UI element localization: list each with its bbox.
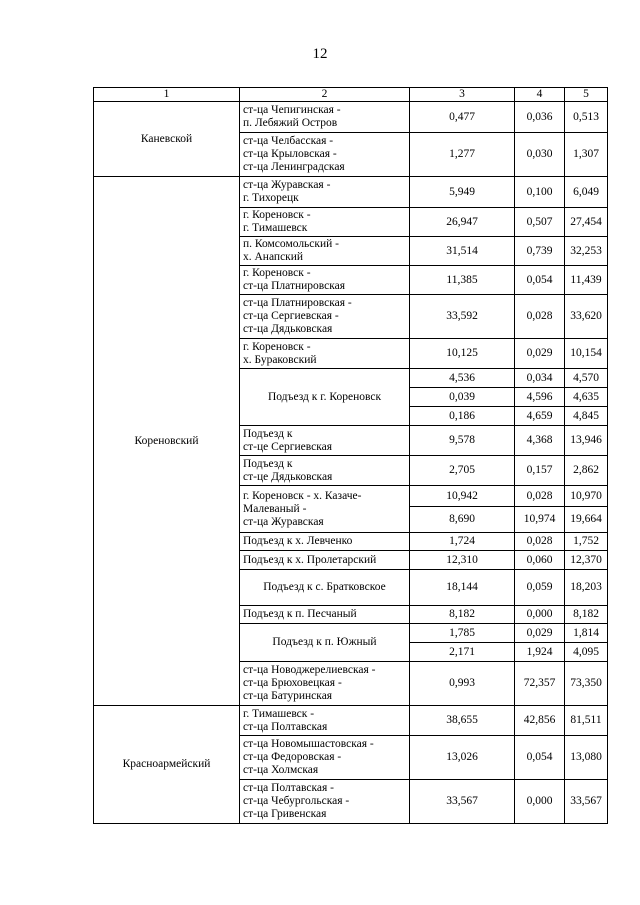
value-cell: 13,946	[565, 426, 608, 456]
value-cell: 10,970	[565, 486, 608, 507]
value-cell: 9,578	[410, 426, 515, 456]
value-cell: 32,253	[565, 237, 608, 266]
value-cell: 0,100	[515, 177, 565, 208]
value-cell: 26,947	[410, 208, 515, 237]
value-cell: 18,144	[410, 570, 515, 606]
header-col-4: 4	[515, 88, 565, 102]
header-col-2: 2	[240, 88, 410, 102]
route-cell: ст-ца Новоджерелиевская - ст-ца Брюховецкая - ст-ца Батуринская	[240, 662, 410, 706]
value-cell: 4,635	[565, 388, 608, 407]
route-cell: ст-ца Чепигинская - п. Лебяжий Остров	[240, 102, 410, 133]
header-col-3: 3	[410, 88, 515, 102]
value-cell: 11,439	[565, 266, 608, 295]
value-cell: 13,080	[565, 736, 608, 780]
value-cell: 10,942	[410, 486, 515, 507]
value-cell: 19,664	[565, 507, 608, 533]
value-cell: 73,350	[565, 662, 608, 706]
value-cell: 4,536	[410, 369, 515, 388]
value-cell: 0,030	[515, 133, 565, 177]
district-cell: Каневской	[94, 102, 240, 177]
page-number: 12	[312, 46, 328, 62]
route-cell: Подъезд к ст-це Дядьковская	[240, 456, 410, 486]
value-cell: 6,049	[565, 177, 608, 208]
value-cell: 1,752	[565, 533, 608, 551]
value-cell: 0,029	[515, 624, 565, 643]
value-cell: 8,182	[410, 606, 515, 624]
value-cell: 10,125	[410, 339, 515, 369]
value-cell: 0,034	[515, 369, 565, 388]
value-cell: 11,385	[410, 266, 515, 295]
value-cell: 12,370	[565, 551, 608, 570]
value-cell: 42,856	[515, 706, 565, 736]
route-cell: ст-ца Полтавская - ст-ца Чебургольская - ст-ца Гривенская	[240, 780, 410, 824]
value-cell: 33,592	[410, 295, 515, 339]
value-cell: 1,277	[410, 133, 515, 177]
table-row	[94, 177, 608, 208]
route-cell: Подъезд к п. Южный	[240, 624, 410, 662]
value-cell: 4,570	[565, 369, 608, 388]
header-row	[94, 88, 608, 102]
value-cell: 0,028	[515, 295, 565, 339]
route-cell: Подъезд к г. Кореновск	[240, 369, 410, 426]
value-cell: 4,596	[515, 388, 565, 407]
value-cell: 12,310	[410, 551, 515, 570]
value-cell: 1,724	[410, 533, 515, 551]
route-cell: г. Кореновск - ст-ца Платнировская	[240, 266, 410, 295]
route-cell: г. Тимашевск - ст-ца Полтавская	[240, 706, 410, 736]
route-cell: ст-ца Платнировская - ст-ца Сергиевская - ст-ца Дядьковская	[240, 295, 410, 339]
value-cell: 1,924	[515, 643, 565, 662]
value-cell: 8,182	[565, 606, 608, 624]
route-cell: Подъезд к ст-це Сергиевская	[240, 426, 410, 456]
value-cell: 18,203	[565, 570, 608, 606]
value-cell: 0,993	[410, 662, 515, 706]
value-cell: 0,029	[515, 339, 565, 369]
value-cell: 8,690	[410, 507, 515, 533]
route-cell: п. Комсомольский - х. Анапский	[240, 237, 410, 266]
value-cell: 1,307	[565, 133, 608, 177]
route-cell: Подъезд к п. Песчаный	[240, 606, 410, 624]
value-cell: 0,054	[515, 266, 565, 295]
value-cell: 4,845	[565, 407, 608, 426]
value-cell: 0,059	[515, 570, 565, 606]
value-cell: 0,054	[515, 736, 565, 780]
value-cell: 4,368	[515, 426, 565, 456]
header-col-5: 5	[565, 88, 608, 102]
route-cell: ст-ца Челбасская - ст-ца Крыловская - ст-ца Ленинградская	[240, 133, 410, 177]
value-cell: 10,974	[515, 507, 565, 533]
route-cell: Подъезд к х. Пролетарский	[240, 551, 410, 570]
value-cell: 2,171	[410, 643, 515, 662]
value-cell: 0,028	[515, 486, 565, 507]
value-cell: 0,507	[515, 208, 565, 237]
route-cell: ст-ца Новомышастовская - ст-ца Федоровская - ст-ца Холмская	[240, 736, 410, 780]
value-cell: 0,036	[515, 102, 565, 133]
table-row	[94, 102, 608, 133]
value-cell: 2,705	[410, 456, 515, 486]
value-cell: 0,060	[515, 551, 565, 570]
roads-table	[93, 87, 608, 824]
value-cell: 33,567	[410, 780, 515, 824]
route-cell: Подъезд к х. Левченко	[240, 533, 410, 551]
value-cell: 1,814	[565, 624, 608, 643]
value-cell: 33,567	[565, 780, 608, 824]
route-cell: Подъезд к с. Братковское	[240, 570, 410, 606]
value-cell: 72,357	[515, 662, 565, 706]
value-cell: 38,655	[410, 706, 515, 736]
district-cell: Кореновский	[94, 177, 240, 706]
value-cell: 0,157	[515, 456, 565, 486]
value-cell: 1,785	[410, 624, 515, 643]
route-cell: ст-ца Журавская - г. Тихорецк	[240, 177, 410, 208]
value-cell: 0,739	[515, 237, 565, 266]
value-cell: 31,514	[410, 237, 515, 266]
value-cell: 5,949	[410, 177, 515, 208]
value-cell: 0,186	[410, 407, 515, 426]
value-cell: 4,095	[565, 643, 608, 662]
value-cell: 0,039	[410, 388, 515, 407]
value-cell: 4,659	[515, 407, 565, 426]
value-cell: 13,026	[410, 736, 515, 780]
route-cell: г. Кореновск - х. Казаче- Малеваный - ст-ца Журавская	[240, 486, 410, 533]
value-cell: 33,620	[565, 295, 608, 339]
value-cell: 0,477	[410, 102, 515, 133]
value-cell: 27,454	[565, 208, 608, 237]
table-row	[94, 706, 608, 736]
header-col-1: 1	[94, 88, 240, 102]
route-cell: г. Кореновск - х. Бураковский	[240, 339, 410, 369]
district-cell: Красноармейский	[94, 706, 240, 824]
value-cell: 0,000	[515, 780, 565, 824]
route-cell: г. Кореновск - г. Тимашевск	[240, 208, 410, 237]
value-cell: 81,511	[565, 706, 608, 736]
value-cell: 0,513	[565, 102, 608, 133]
value-cell: 0,000	[515, 606, 565, 624]
value-cell: 2,862	[565, 456, 608, 486]
value-cell: 0,028	[515, 533, 565, 551]
value-cell: 10,154	[565, 339, 608, 369]
